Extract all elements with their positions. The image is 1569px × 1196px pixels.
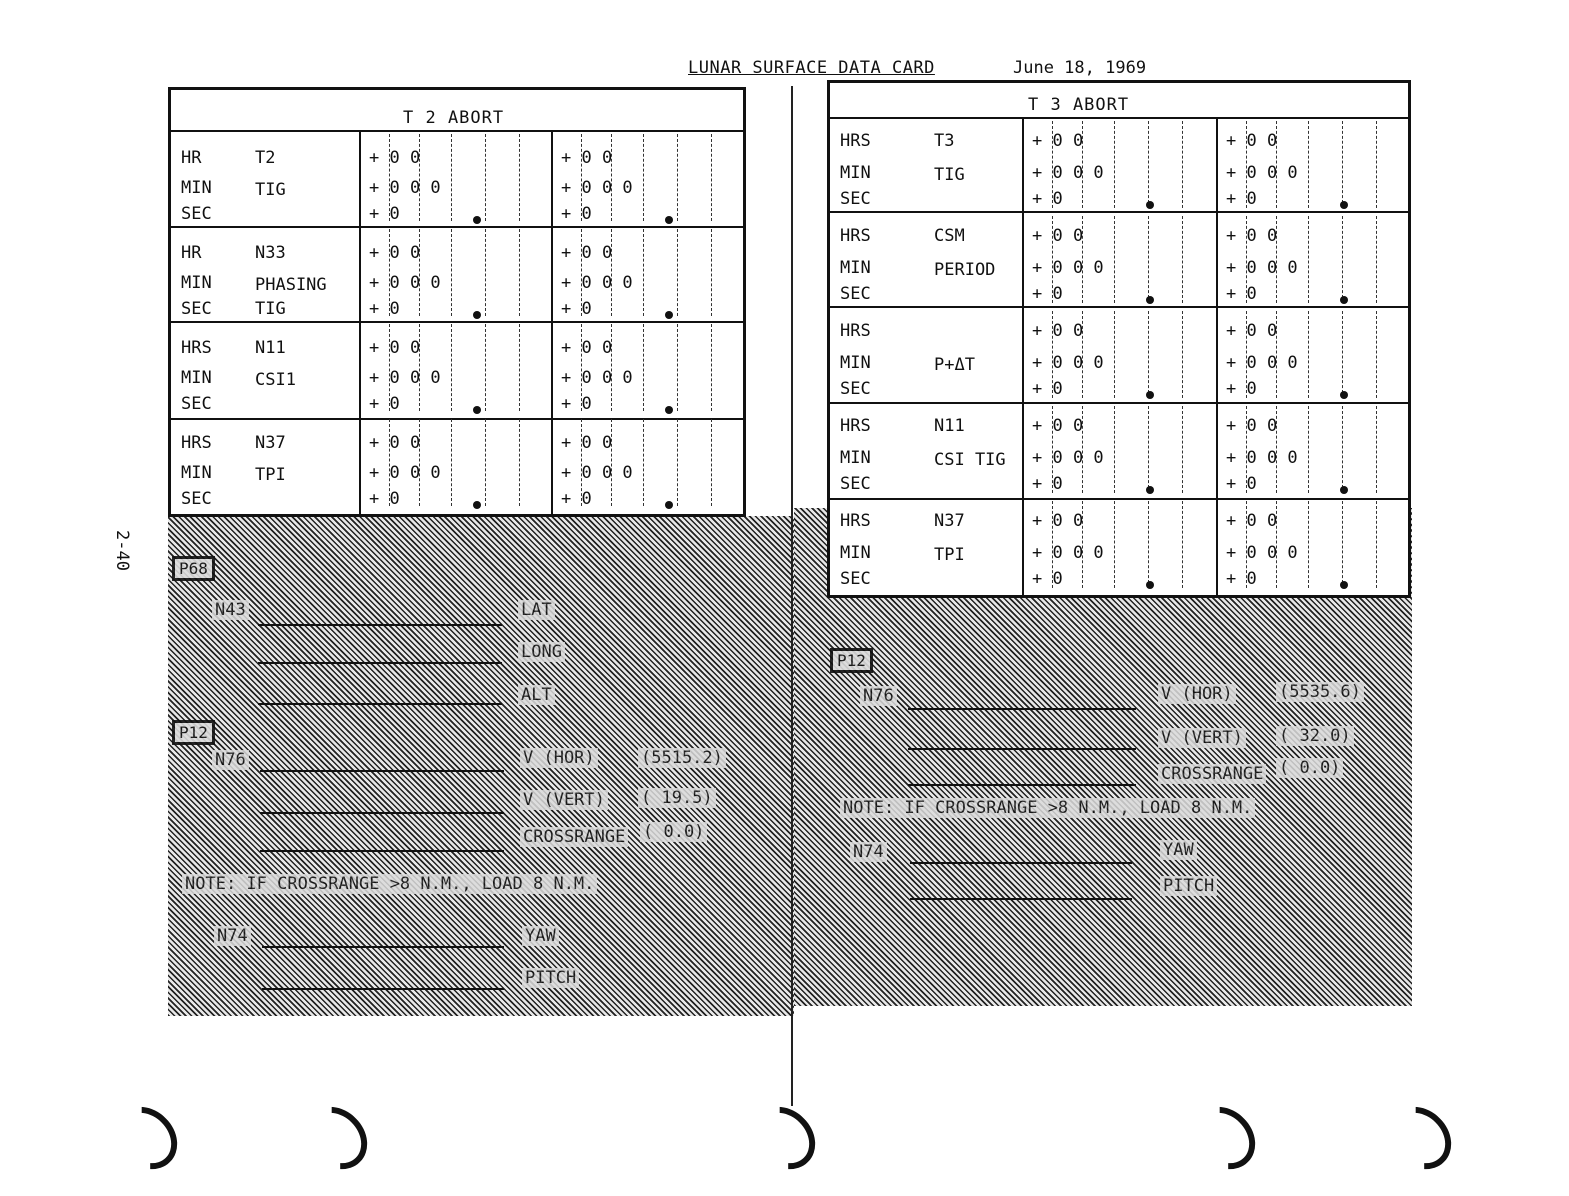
fold-line [791,86,793,1106]
pitch-label-left: PITCH [522,968,579,988]
time-entry-cell[interactable]: + 0 [1032,189,1063,209]
unit-label: HRS [840,226,871,246]
digit-separator [1308,121,1309,208]
digit-separator [1114,121,1115,208]
unit-label: MIN [840,543,871,563]
unit-label: MIN [181,273,212,293]
digit-separator [1148,501,1149,588]
digit-separator [485,324,486,411]
time-entry-cell[interactable]: + 0 0 [561,148,613,168]
event-label: CSI1 [255,370,296,390]
digit-separator [1114,406,1115,493]
event-label: PERIOD [934,260,996,280]
event-label: P+ΔT [934,355,975,375]
digit-separator [1148,311,1149,398]
left-table-title: T 2 ABORT [403,108,505,128]
digit-separator [1182,121,1183,208]
digit-separator [1342,311,1343,398]
digit-separator [1148,121,1149,208]
crossrange-label-right: CROSSRANGE [1158,764,1266,784]
decimal-point [1340,201,1348,209]
crossrange-label-left: CROSSRANGE [520,827,628,847]
decimal-point [473,216,481,224]
event-label: TIG [255,299,286,319]
unit-label: HRS [840,131,871,151]
time-entry-cell[interactable]: + 0 [369,299,400,319]
unit-label: MIN [840,163,871,183]
event-label: TPI [255,465,286,485]
binder-ring-icon [1180,1094,1268,1182]
note-left: NOTE: IF CROSSRANGE >8 N.M., LOAD 8 N.M. [182,874,597,894]
digit-separator [643,134,644,221]
binder-ring-icon [740,1094,828,1182]
decimal-point [1146,201,1154,209]
lat-entry-line[interactable] [258,624,502,626]
time-entry-cell[interactable]: + 0 [1032,379,1063,399]
vhor-entry-line-right[interactable] [908,708,1136,710]
time-entry-cell[interactable]: + 0 0 [1032,511,1084,531]
binder-ring-icon [1376,1094,1464,1182]
unit-label: MIN [840,353,871,373]
digit-separator [1376,311,1377,398]
unit-label: HRS [181,338,212,358]
time-entry-cell[interactable]: + 0 0 0 [1032,543,1104,563]
crossrange-entry-line-right[interactable] [908,784,1136,786]
time-entry-cell[interactable]: + 0 0 0 [1226,258,1298,278]
event-label: TIG [255,180,286,200]
n74-label-right: N74 [850,842,887,862]
time-entry-cell[interactable]: + 0 0 0 [1226,543,1298,563]
page-number: 2-40 [112,530,132,571]
digit-separator [1376,121,1377,208]
event-label: CSM [934,226,965,246]
card-title: LUNAR SURFACE DATA CARD [688,58,935,78]
event-label: N11 [934,416,965,436]
digit-separator [643,229,644,316]
unit-label: MIN [181,463,212,483]
time-entry-cell[interactable]: + 0 0 [561,243,613,263]
unit-label: SEC [840,284,871,304]
vhor-label-right: V (HOR) [1158,684,1236,704]
time-entry-cell[interactable]: + 0 0 [1226,416,1278,436]
digit-separator [711,229,712,316]
pitch-entry-line-left[interactable] [262,988,504,990]
unit-label: SEC [840,379,871,399]
vvert-label-left: V (VERT) [520,790,608,810]
decimal-point [1146,391,1154,399]
digit-separator [1308,311,1309,398]
time-entry-cell[interactable]: + 0 0 [369,433,421,453]
time-entry-cell[interactable]: + 0 [1226,284,1257,304]
unit-label: HR [181,148,202,168]
time-entry-cell[interactable]: + 0 [561,299,592,319]
yaw-entry-line-left[interactable] [262,946,504,948]
digit-separator [677,324,678,411]
time-entry-cell[interactable]: + 0 [369,394,400,414]
event-label: N37 [934,511,965,531]
digit-separator [485,419,486,506]
long-entry-line[interactable] [258,662,502,664]
n76-label-left: N76 [212,750,249,770]
digit-separator [451,419,452,506]
time-entry-cell[interactable]: + 0 0 [1032,131,1084,151]
decimal-point [1340,581,1348,589]
time-entry-cell[interactable]: + 0 0 0 [1032,258,1104,278]
vvert-value-right: ( 32.0) [1276,726,1354,746]
time-entry-cell[interactable]: + 0 [1226,474,1257,494]
digit-separator [1342,216,1343,303]
time-entry-cell[interactable]: + 0 0 0 [561,463,633,483]
digit-separator [519,229,520,316]
alt-entry-line[interactable] [258,703,502,705]
p68-box: P68 [172,556,215,581]
yaw-label-left: YAW [522,926,559,946]
time-entry-cell[interactable]: + 0 0 [1226,321,1278,341]
decimal-point [665,311,673,319]
left-abort-table [168,87,746,517]
time-entry-cell[interactable]: + 0 0 0 [1226,448,1298,468]
time-entry-cell[interactable]: + 0 0 [369,338,421,358]
time-entry-cell[interactable]: + 0 [561,394,592,414]
unit-label: HRS [840,511,871,531]
card-date: June 18, 1969 [1013,58,1147,78]
time-entry-cell[interactable]: + 0 [1226,379,1257,399]
digit-separator [485,229,486,316]
digit-separator [677,229,678,316]
event-label: N11 [255,338,286,358]
digit-separator [1182,406,1183,493]
digit-separator [1376,406,1377,493]
event-label: TPI [934,545,965,565]
time-entry-cell[interactable]: + 0 0 0 [1032,448,1104,468]
time-entry-cell[interactable]: + 0 0 0 [369,178,441,198]
time-entry-cell[interactable]: + 0 0 0 [369,273,441,293]
digit-separator [451,134,452,221]
binder-ring-icon [292,1094,380,1182]
unit-label: SEC [840,569,871,589]
digit-separator [1114,216,1115,303]
unit-label: HRS [840,416,871,436]
time-entry-cell[interactable]: + 0 [561,489,592,509]
unit-label: SEC [181,299,212,319]
decimal-point [1340,486,1348,494]
digit-separator [1182,216,1183,303]
digit-separator [643,419,644,506]
unit-label: SEC [840,189,871,209]
digit-separator [1308,216,1309,303]
time-entry-cell[interactable]: + 0 0 [1032,226,1084,246]
digit-separator [1308,406,1309,493]
decimal-point [665,406,673,414]
digit-separator [1342,501,1343,588]
time-entry-cell[interactable]: + 0 0 [369,243,421,263]
digit-separator [1376,216,1377,303]
digit-separator [519,324,520,411]
time-entry-cell[interactable]: + 0 0 [1032,321,1084,341]
vvert-label-right: V (VERT) [1158,728,1246,748]
decimal-point [473,406,481,414]
unit-label: MIN [181,368,212,388]
time-entry-cell[interactable]: + 0 0 0 [1032,353,1104,373]
vvert-entry-line-left[interactable] [260,812,504,814]
time-entry-cell[interactable]: + 0 [1032,474,1063,494]
digit-separator [1342,406,1343,493]
time-entry-cell[interactable]: + 0 0 [561,433,613,453]
vhor-value-left: (5515.2) [638,748,726,768]
event-label: T2 [255,148,276,168]
n76-label-right: N76 [860,686,897,706]
pitch-label-right: PITCH [1160,876,1217,896]
event-label: CSI TIG [934,450,1006,470]
note-right: NOTE: IF CROSSRANGE >8 N.M., LOAD 8 N.M. [840,798,1255,818]
vhor-entry-line-left[interactable] [260,770,504,772]
alt-label: ALT [518,685,555,705]
time-entry-cell[interactable]: + 0 [1226,569,1257,589]
event-label: N33 [255,243,286,263]
decimal-point [473,311,481,319]
unit-label: HR [181,243,202,263]
time-entry-cell[interactable]: + 0 0 [1226,511,1278,531]
unit-label: HRS [840,321,871,341]
unit-label: MIN [181,178,212,198]
time-entry-cell[interactable]: + 0 0 0 [1226,163,1298,183]
digit-separator [677,134,678,221]
digit-separator [1182,311,1183,398]
decimal-point [665,216,673,224]
digit-separator [643,324,644,411]
vhor-label-left: V (HOR) [520,748,598,768]
time-entry-cell[interactable]: + 0 0 0 [1226,353,1298,373]
vvert-entry-line-right[interactable] [908,748,1136,750]
time-entry-cell[interactable]: + 0 0 [1226,226,1278,246]
digit-separator [1342,121,1343,208]
decimal-point [473,501,481,509]
time-entry-cell[interactable]: + 0 [369,489,400,509]
event-label: PHASING [255,275,327,295]
decimal-point [1340,391,1348,399]
decimal-point [1146,486,1154,494]
time-entry-cell[interactable]: + 0 [1226,189,1257,209]
unit-label: HRS [181,433,212,453]
crossrange-value-left: ( 0.0) [640,822,707,842]
unit-label: MIN [840,448,871,468]
event-label: T3 [934,131,955,151]
digit-separator [677,419,678,506]
digit-separator [519,419,520,506]
digit-separator [485,134,486,221]
yaw-label-right: YAW [1160,840,1197,860]
unit-label: SEC [181,489,212,509]
digit-separator [519,134,520,221]
vhor-value-right: (5535.6) [1276,682,1364,702]
digit-separator [1148,406,1149,493]
lat-label: LAT [518,600,555,620]
time-entry-cell[interactable]: + 0 0 0 [561,273,633,293]
decimal-point [665,501,673,509]
unit-label: SEC [181,394,212,414]
digit-separator [1114,501,1115,588]
digit-separator [1376,501,1377,588]
digit-separator [1114,311,1115,398]
vvert-value-left: ( 19.5) [638,788,716,808]
time-entry-cell[interactable]: + 0 [369,204,400,224]
time-entry-cell[interactable]: + 0 0 0 [369,463,441,483]
right-abort-table [827,80,1411,598]
digit-separator [451,324,452,411]
right-table-title: T 3 ABORT [1028,95,1130,115]
crossrange-value-right: ( 0.0) [1276,758,1343,778]
decimal-point [1340,296,1348,304]
yaw-entry-line-right[interactable] [910,862,1132,864]
time-entry-cell[interactable]: + 0 0 0 [1032,163,1104,183]
unit-label: MIN [840,258,871,278]
unit-label: SEC [840,474,871,494]
digit-separator [711,324,712,411]
p12-box-left: P12 [172,720,215,745]
decimal-point [1146,581,1154,589]
time-entry-cell[interactable]: + 0 0 0 [561,368,633,388]
time-entry-cell[interactable]: + 0 [1032,569,1063,589]
digit-separator [1182,501,1183,588]
time-entry-cell[interactable]: + 0 0 0 [369,368,441,388]
time-entry-cell[interactable]: + 0 [1032,284,1063,304]
digit-separator [711,134,712,221]
unit-label: SEC [181,204,212,224]
time-entry-cell[interactable]: + 0 [561,204,592,224]
time-entry-cell[interactable]: + 0 0 0 [561,178,633,198]
event-label: TIG [934,165,965,185]
digit-separator [1308,501,1309,588]
digit-separator [1148,216,1149,303]
n74-label-left: N74 [214,926,251,946]
time-entry-cell[interactable]: + 0 0 [561,338,613,358]
long-label: LONG [518,642,565,662]
time-entry-cell[interactable]: + 0 0 [369,148,421,168]
pitch-entry-line-right[interactable] [910,898,1132,900]
crossrange-entry-line-left[interactable] [260,850,504,852]
n43-label: N43 [212,600,249,620]
digit-separator [711,419,712,506]
event-label: N37 [255,433,286,453]
time-entry-cell[interactable]: + 0 0 [1226,131,1278,151]
digit-separator [451,229,452,316]
time-entry-cell[interactable]: + 0 0 [1032,416,1084,436]
decimal-point [1146,296,1154,304]
binder-ring-icon [102,1094,190,1182]
p12-box-right: P12 [830,648,873,673]
